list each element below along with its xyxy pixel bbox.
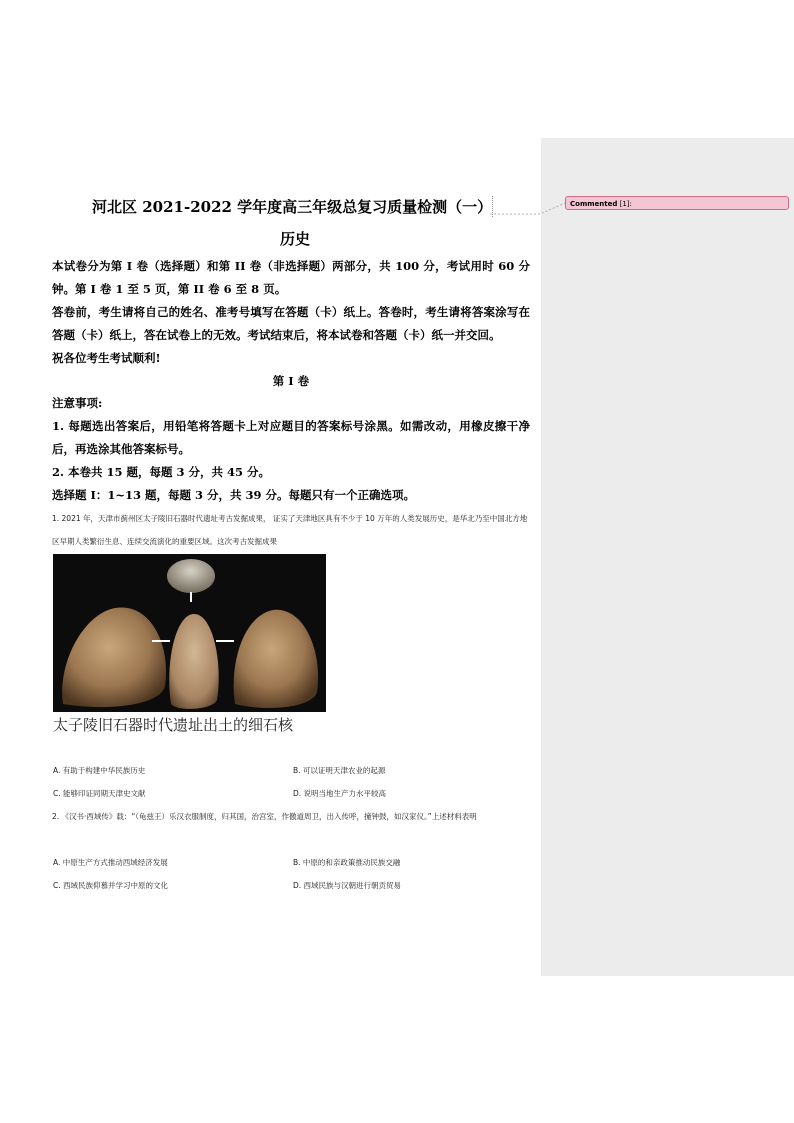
q2-option-a: A. 中原生产方式推动西域经济发展 xyxy=(53,858,168,867)
intro-paragraph-1: 本试卷分为第 I 卷（选择题）和第 II 卷（非选择题）两部分，共 100 分，考试用时 60 分钟。第 I 卷 1 至 5 页，第 II 卷 6 至 8 页。 xyxy=(52,259,530,296)
comment-balloon[interactable] xyxy=(565,196,789,210)
intro-paragraph-2: 答卷前，考生请将自己的姓名、准考号填写在答题（卡）纸上。答卷时，考生请将答案涂写在答题（卡）纸上，答在试卷上的无效。考试结束后，将本试卷和答题（卡）纸一并交回。 xyxy=(52,305,530,342)
q1-option-d: D. 说明当地生产力水平较高 xyxy=(293,789,387,798)
exam-title: 河北区 2021-2022 学年度高三年级总复习质量检测（一） xyxy=(92,198,493,216)
q1-option-a: A. 有助于构建中华民族历史 xyxy=(53,766,146,775)
q1-option-b: B. 可以证明天津农业的起源 xyxy=(293,766,386,775)
question-1-stem: 1. 2021 年，天津市蓟州区太子陵旧石器时代遗址考古发掘成果， 证实了天津地区具有不少于 10 万年的人类发展历史，是华北乃至中国北方地区早期人类繁衍生息、连续交流演化的重要区域。这次考古发掘成果 xyxy=(52,514,528,546)
q2-option-d: D. 西域民族与汉朝进行朝贡贸易 xyxy=(293,881,402,890)
microlith-core-photo xyxy=(53,554,326,712)
exam-subject: 历史 xyxy=(279,230,310,248)
comment-label: Commented xyxy=(570,200,618,208)
note-1: 1. 每题选出答案后，用铅笔将答题卡上对应题目的答案标号涂黑。如需改动，用橡皮擦干净后，再选涂其他答案标号。 xyxy=(52,419,530,456)
question-2-stem: 2. 《汉书·西域传》载：“（龟兹王）乐汉衣服制度，归其国，治宫室，作徼道周卫，出入传呼，撞钟鼓，如汉家仪。”上述材料表明 xyxy=(52,812,477,821)
note-2: 2. 本卷共 15 题，每题 3 分，共 45 分。 xyxy=(52,465,271,479)
comment-id: [1]: xyxy=(619,200,632,208)
q2-option-c: C. 西域民族仰慕并学习中原的文化 xyxy=(53,881,169,890)
volume-heading: 第 I 卷 xyxy=(272,374,310,388)
intro-paragraph-3: 祝各位考生考试顺利! xyxy=(52,351,161,365)
choice-intro: 选择题 I：1~13 题，每题 3 分，共 39 分。每题只有一个正确选项。 xyxy=(52,488,416,502)
q2-option-b: B. 中原的和亲政策推动民族交融 xyxy=(293,858,401,867)
notes-heading: 注意事项: xyxy=(52,396,103,410)
q1-option-c: C. 能够印证同期天津史文献 xyxy=(53,789,146,798)
photo-caption: 太子陵旧石器时代遗址出土的细石核 xyxy=(53,716,294,734)
